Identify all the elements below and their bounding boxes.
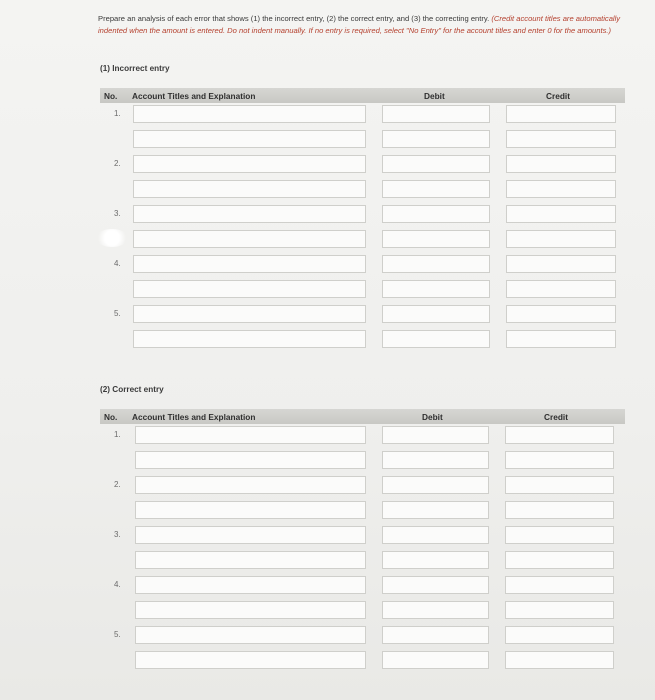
credit-field[interactable] [506,130,616,148]
instructions-main: Prepare an analysis of each error that shows (1) the incorrect entry, (2) the correct entry, and (3) the correcting entry. [98,14,490,23]
credit-field[interactable] [505,551,614,569]
header-no: No. [104,91,118,101]
entry-number: 1. [114,430,121,439]
credit-field[interactable] [506,105,616,123]
header-no: No. [104,412,118,422]
account-title-field[interactable] [133,280,366,298]
header-credit: Credit [544,412,568,422]
debit-field[interactable] [382,551,489,569]
debit-field[interactable] [382,230,490,248]
instructions [98,13,628,37]
credit-field[interactable] [505,501,614,519]
debit-field[interactable] [382,255,490,273]
account-title-field[interactable] [135,626,366,644]
instructions-note: (Credit account titles are automatically indented when the amount is entered. Do not indent manually. If no entry is required, select "No Entry" for the account titles and enter 0 for the amounts.) [98,14,621,35]
debit-field[interactable] [382,330,490,348]
credit-field[interactable] [506,230,616,248]
account-title-field[interactable] [133,255,366,273]
credit-field[interactable] [505,626,614,644]
account-title-field[interactable] [135,551,366,569]
account-title-field[interactable] [133,155,366,173]
debit-field[interactable] [382,501,489,519]
credit-field[interactable] [506,180,616,198]
debit-field[interactable] [382,180,490,198]
account-title-field[interactable] [135,651,366,669]
table-header-correct [100,409,625,424]
credit-field[interactable] [505,451,614,469]
credit-field[interactable] [506,205,616,223]
credit-field[interactable] [505,526,614,544]
credit-field[interactable] [506,255,616,273]
entry-number: 2. [114,480,121,489]
debit-field[interactable] [382,651,489,669]
account-title-field[interactable] [133,130,366,148]
header-account: Account Titles and Explanation [132,91,256,101]
debit-field[interactable] [382,476,489,494]
account-title-field[interactable] [135,501,366,519]
account-title-field[interactable] [135,526,366,544]
account-title-field[interactable] [135,601,366,619]
entry-number: 3. [114,530,121,539]
entry-number: 4. [114,580,121,589]
table-header-incorrect [100,88,625,103]
account-title-field[interactable] [135,426,366,444]
credit-field[interactable] [505,426,614,444]
account-title-field[interactable] [133,330,366,348]
header-account: Account Titles and Explanation [132,412,256,422]
section-title-incorrect: (1) Incorrect entry [100,64,170,73]
credit-field[interactable] [506,330,616,348]
entry-number: 4. [114,259,121,268]
credit-field[interactable] [505,576,614,594]
debit-field[interactable] [382,155,490,173]
debit-field[interactable] [382,626,489,644]
account-title-field[interactable] [135,476,366,494]
account-title-field[interactable] [135,576,366,594]
debit-field[interactable] [382,280,490,298]
debit-field[interactable] [382,130,490,148]
debit-field[interactable] [382,426,489,444]
account-title-field[interactable] [133,230,366,248]
entry-number: 1. [114,109,121,118]
account-title-field[interactable] [135,451,366,469]
debit-field[interactable] [382,105,490,123]
debit-field[interactable] [382,576,489,594]
header-debit: Debit [422,412,443,422]
credit-field[interactable] [506,155,616,173]
entry-number: 5. [114,630,121,639]
credit-field[interactable] [505,476,614,494]
account-title-field[interactable] [133,105,366,123]
credit-field[interactable] [506,280,616,298]
screen-glare [96,229,128,247]
account-title-field[interactable] [133,180,366,198]
entry-number: 3. [114,209,121,218]
credit-field[interactable] [505,651,614,669]
entry-number: 2. [114,159,121,168]
debit-field[interactable] [382,305,490,323]
account-title-field[interactable] [133,305,366,323]
debit-field[interactable] [382,601,489,619]
credit-field[interactable] [506,305,616,323]
header-debit: Debit [424,91,445,101]
debit-field[interactable] [382,451,489,469]
entry-number: 5. [114,309,121,318]
debit-field[interactable] [382,526,489,544]
account-title-field[interactable] [133,205,366,223]
section-title-correct: (2) Correct entry [100,385,164,394]
credit-field[interactable] [505,601,614,619]
header-credit: Credit [546,91,570,101]
debit-field[interactable] [382,205,490,223]
